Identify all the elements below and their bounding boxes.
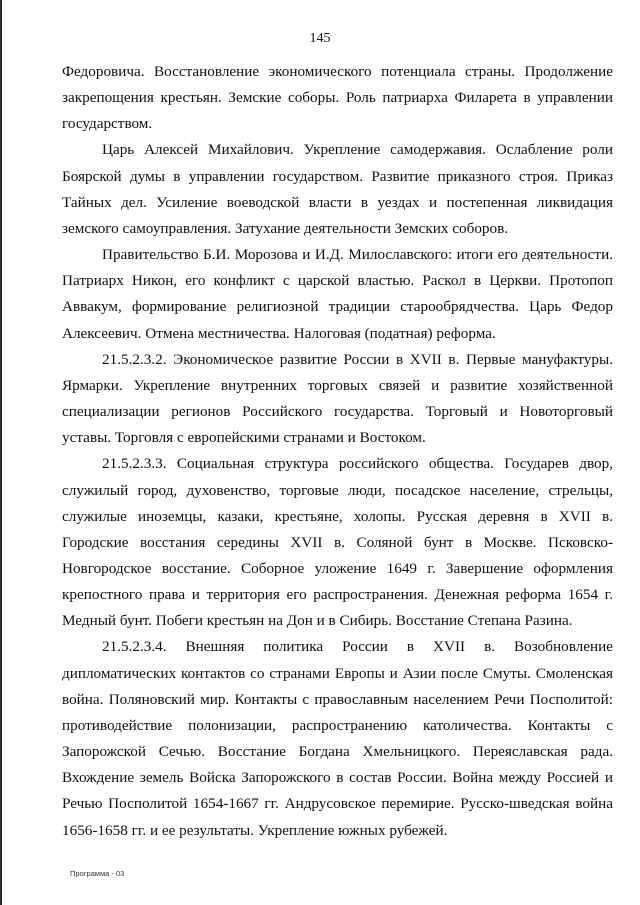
scan-edge	[0, 0, 2, 905]
paragraph-5: 21.5.2.3.3. Социальная структура российского общества. Государев двор, служилый город, духовенство, торговые люди, посадское население, стрельцы, служилые иноземцы, казаки, крестьяне, холопы. Русская деревня в XVII в. Городские восстания середины XVII в. Соляной бунт в Москве. Псковско-Новгородское восстание. Соборное уложение 1649 г. Завершение оформления крепостного права и территория его распространения. Денежная реформа 1654 г. Медный бунт. Побеги крестьян на Дон и в Сибирь. Восстание Степана Разина.	[62, 455, 613, 630]
paragraph-1: Федоровича. Восстановление экономического потенциала страны. Продолжение закрепощения крестьян. Земские соборы. Роль патриарха Филарета в управлении государством.	[62, 63, 613, 133]
page-number: 145	[309, 31, 331, 46]
paragraph-6: 21.5.2.3.4. Внешняя политика России в XVII в. Возобновление дипломатических контактов со странами Европы и Азии после Смуты. Смоленская война. Поляновский мир. Контакты с православным населением Речи Посполитой: противодействие полонизации, распространению католичества. Контакты с Запорожской Сечью. Восстание Богдана Хмельницкого. Переяславская рада. Вхождение земель Войска Запорожского в состав России. Война между Россией и Речью Посполитой 1654-1667 гг. Андрусовское перемирие. Русско-шведская война 1656-1658 гг. и ее результаты. Укрепление южных рубежей.	[62, 638, 613, 839]
body-text	[62, 59, 613, 844]
paragraph-3: Правительство Б.И. Морозова и И.Д. Милославского: итоги его деятельности. Патриарх Никон, его конфликт с царской властью. Раскол в Церкви. Протопоп Аввакум, формирование религиозной традиции старообрядчества. Царь Федор Алексеевич. Отмена местничества. Налоговая (податная) реформа.	[62, 246, 613, 342]
paragraph-4: 21.5.2.3.2. Экономическое развитие России в XVII в. Первые мануфактуры. Ярмарки. Укрепление внутренних торговых связей и развитие хозяйственной специализации регионов Российского государства. Торговый и Новоторговый уставы. Торговля с европейскими странами и Востоком.	[62, 350, 613, 447]
footer-label: Программа - 03	[70, 869, 125, 878]
paragraph-2: Царь Алексей Михайлович. Укрепление самодержавия. Ослабление роли Боярской думы в управлении государством. Развитие приказного строя. Приказ Тайных дел. Усиление воеводской власти в уездах и постепенная ликвидация земского самоуправления. Затухание деятельности Земских соборов.	[62, 141, 613, 237]
